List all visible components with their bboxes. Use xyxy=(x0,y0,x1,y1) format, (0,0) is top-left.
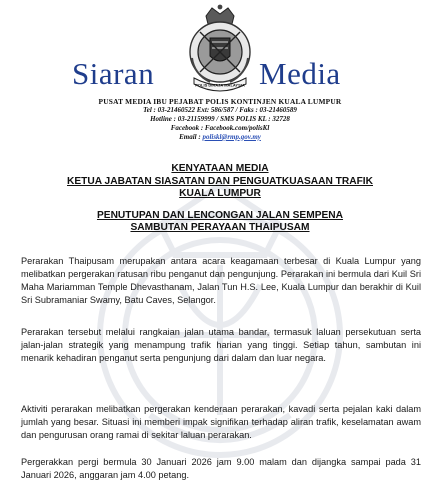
heading-kuala-lumpur: KUALA LUMPUR xyxy=(179,188,261,200)
title-media: Media xyxy=(259,56,341,91)
paragraph-3: Aktiviti perarakan melibatkan pergerakan kenderaan perarakan, kavadi serta pejalan kaki dalam jumlah yang besar. Situasi ini memberi impak signifikan terhadap aliran trafik, keselamatan awam dan pengurusan orang ramai di sekitar laluan perarakan. xyxy=(21,404,421,440)
heading-kenyataan: KENYATAAN MEDIA xyxy=(171,163,269,174)
police-crest-icon xyxy=(176,2,264,92)
contact-facebook[interactable]: Facebook : Facebook.com/polisKl xyxy=(170,123,270,132)
subject-line-1: PENUTUPAN DAN LENCONGAN JALAN SEMPENA xyxy=(96,209,344,221)
title-siaran: Siaran xyxy=(72,56,155,91)
email-link[interactable]: poliskl@rmp.gov.my xyxy=(202,132,261,141)
paragraph-2: Perarakan tersebut melalui rangkaian jalan utama bandar, termasuk laluan persekutuan serta jalan-jalan strategik yang menampung trafik harian yang tinggi. Setiap tahun, sambutan ini menarik kehadiran penganut serta pengunjung dari dalam dan luar negara. xyxy=(21,327,421,363)
heading-ketua: KETUA JABATAN SIASATAN DAN PENGUATKUASAAN TRAFIK xyxy=(67,175,373,187)
contact-tel: Tel : 03-21460522 Ext: 586/587 / Faks : 03-21460589 xyxy=(143,106,297,114)
contact-block xyxy=(0,97,440,142)
contact-hotline: Hotline : 03-21159999 / SMS POLIS KL : 32728 xyxy=(150,114,290,123)
subject-line-2: SAMBUTAN PERAYAAN THAIPUSAM xyxy=(130,222,310,234)
paragraph-4: Pergerakkan pergi bermula 30 Januari 2026 jam 9.00 malam dan dijangka sampai pada 31 Januari 2026, anggaran jam 4.00 petang. xyxy=(21,457,421,480)
paragraph-1: Perarakan Thaipusam merupakan antara acara keagamaan terbesar di Kuala Lumpur yang melibatkan pergerakan ratusan ribu penganut dan pengunjung. Perarakan ini bermula dari Kuil Sri Maha Mariamman Temple Dhevasthanam, Jalan Tun H.S. Lee, Kuala Lumpur dan berakhir di Kuil Sri Subramaniar Swamy, Batu Caves, Selangor. xyxy=(21,256,421,305)
media-header xyxy=(0,0,440,148)
crest-ribbon-text: POLIS DIRAJA MALAYSIA xyxy=(195,82,245,88)
email-label: Email : xyxy=(179,132,201,141)
contact-email xyxy=(0,133,440,142)
statement-heading xyxy=(0,163,440,235)
organization-name: PUSAT MEDIA IBU PEJABAT POLIS KONTINJEN KUALA LUMPUR xyxy=(98,97,342,106)
